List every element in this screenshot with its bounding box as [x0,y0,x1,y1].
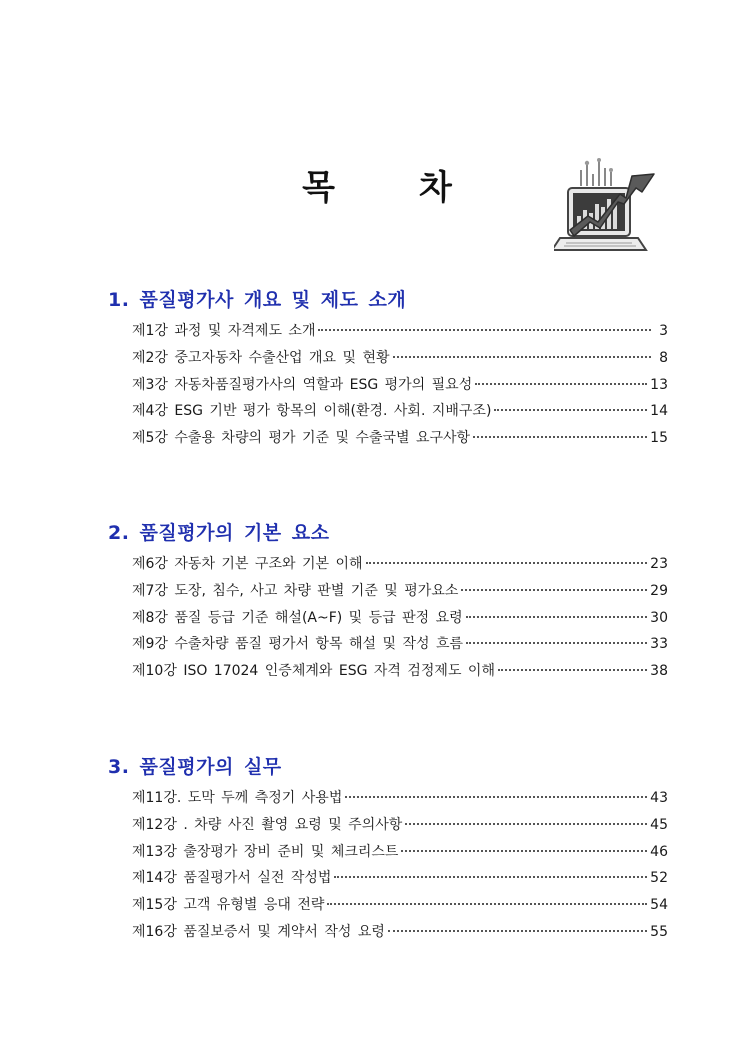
toc-list [108,553,668,687]
page-title-char-1: 목 [302,168,335,208]
toc-entry-label: 제3강 자동차품질평가사의 역할과 ESG 평가의 필요성 [132,376,473,393]
toc-entry-label: 제4강 ESG 기반 평가 항목의 이해(환경. 사회. 지배구조) [132,403,492,420]
toc-entry-page: 30 [650,609,668,626]
toc-entry[interactable] [132,320,668,347]
toc-section-2 [108,518,668,687]
toc-entry[interactable] [132,347,668,374]
toc-entry-page: 43 [650,790,668,806]
toc-entry-label: 제16강 품질보증서 및 계약서 작성 요령 [132,923,385,940]
toc-entry-page: 52 [650,870,668,887]
toc-entry[interactable] [132,400,668,427]
toc-entry[interactable] [132,374,668,401]
toc-entry-page: 15 [650,430,668,447]
toc-entry-page: 3 [659,323,668,339]
toc-entry[interactable] [132,660,668,687]
toc-entry-label: 제15강 고객 유형별 응대 전략 [132,897,325,914]
toc-entry[interactable] [132,580,668,607]
toc-entry[interactable] [132,427,668,454]
toc-entry-label: 제9강 수출차량 품질 평가서 항목 해설 및 작성 흐름 [132,636,463,653]
toc-entry-page: 29 [650,582,668,599]
dot-leader [405,823,647,825]
dot-leader [345,796,647,798]
dot-leader [498,669,647,671]
toc-entry-label: 제7강 도장, 침수, 사고 차량 판별 기준 및 평가요소 [132,582,459,599]
dot-leader [366,562,648,564]
toc-entry[interactable] [132,607,668,634]
toc-entry[interactable] [132,921,668,948]
dot-leader [461,589,647,591]
toc-entry-page: 38 [650,663,668,680]
toc-section-1 [108,285,668,454]
dot-leader [473,436,647,438]
toc-entry[interactable] [132,553,668,580]
toc-list [108,320,668,454]
dot-leader [393,356,651,358]
toc-entry-label: 제2강 중고자동차 수출산업 개요 및 현황 [132,349,390,366]
toc-entry-page: 55 [650,923,668,940]
toc-entry-label: 제12강 . 차량 사진 촬영 요령 및 주의사항 [132,816,403,833]
toc-entry-page: 54 [650,897,668,914]
toc-entry-page: 14 [650,403,668,420]
dot-leader [494,409,647,411]
toc-entry-page: 46 [650,843,668,860]
toc-entry-label: 제1강 과정 및 자격제도 소개 [132,323,316,339]
toc-entry[interactable] [132,841,668,868]
toc-entry-page: 45 [650,816,668,833]
toc-entry-label: 제13강 출장평가 장비 준비 및 체크리스트 [132,843,399,860]
dot-leader [334,876,647,878]
toc-entry-label: 제11강. 도막 두께 측정기 사용법 [132,790,343,806]
toc-entry-page: 8 [659,349,668,366]
toc-list [108,787,668,948]
toc-entry-label: 제5강 수출용 차량의 평가 기준 및 수출국별 요구사항 [132,430,471,447]
toc-entry[interactable] [132,633,668,660]
dot-leader [401,850,647,852]
dot-leader [475,383,647,385]
toc-entry-page: 23 [650,556,668,572]
dot-leader [318,329,651,331]
toc-section-3 [108,752,668,948]
toc-entry[interactable] [132,814,668,841]
dot-leader [466,642,647,644]
section-title: 2. 품질평가의 기본 요소 [108,522,330,544]
toc-entry[interactable] [132,894,668,921]
toc-entry-label: 제6강 자동차 기본 구조와 기본 이해 [132,556,363,572]
toc-entry-label: 제14강 품질평가서 실전 작성법 [132,870,332,887]
toc-entry-page: 13 [650,376,668,393]
dot-leader [466,616,647,618]
section-title: 1. 품질평가사 개요 및 제도 소개 [108,289,407,311]
toc-entry[interactable] [132,787,668,814]
dot-leader [327,903,647,905]
toc-entry[interactable] [132,867,668,894]
page-title-char-2: 차 [419,168,452,208]
dot-leader [388,930,647,932]
toc-entry-label: 제8강 품질 등급 기준 해설(A~F) 및 등급 판정 요령 [132,609,463,626]
toc-entry-page: 33 [650,636,668,653]
laptop-growth-chart-icon [554,158,664,263]
section-title: 3. 품질평가의 실무 [108,756,282,778]
toc-entry-label: 제10강 ISO 17024 인증체계와 ESG 자격 검정제도 이해 [132,663,495,680]
